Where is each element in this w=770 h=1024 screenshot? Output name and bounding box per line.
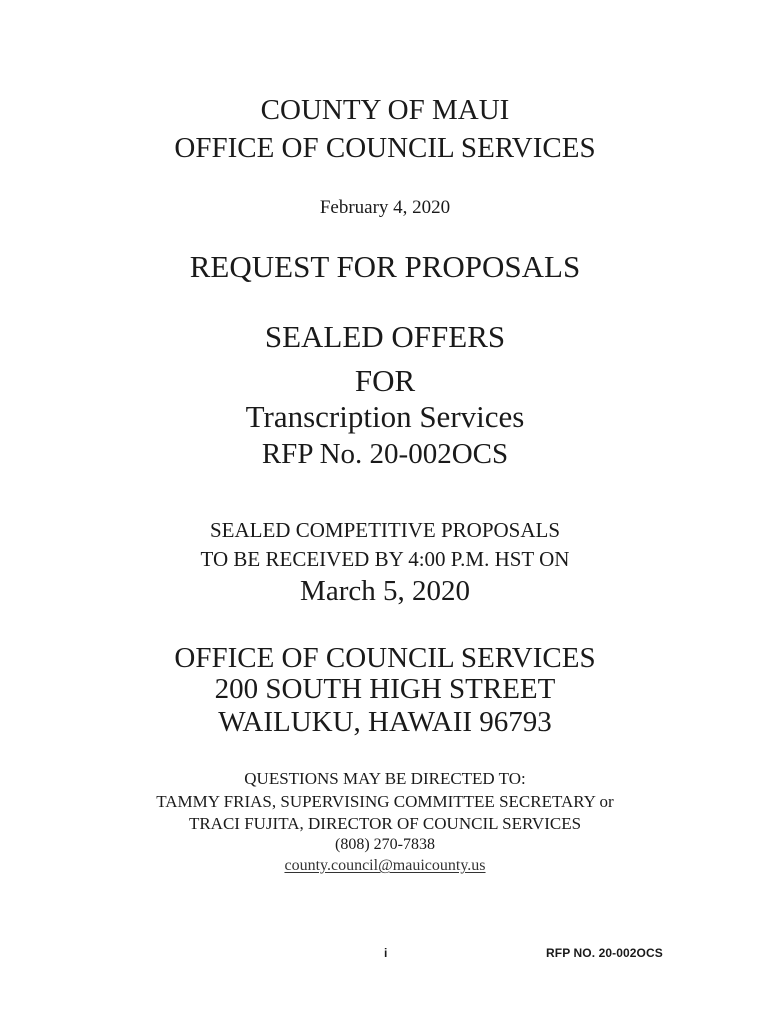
issue-date: February 4, 2020 [319,197,451,218]
contact-intro: QUESTIONS MAY BE DIRECTED TO: [244,769,526,788]
address-line-1: OFFICE OF COUNCIL SERVICES [174,642,596,674]
for-heading: FOR [354,363,416,398]
rfp-subject: Transcription Services [245,399,525,434]
footer-document-id: RFP NO. 20-002OCS [546,946,663,960]
office-name: OFFICE OF COUNCIL SERVICES [174,132,596,164]
sealed-offers-heading: SEALED OFFERS [264,319,506,354]
footer-page-number: i [384,946,388,960]
submission-deadline: March 5, 2020 [300,575,470,607]
rfp-number: RFP No. 20-002OCS [261,438,509,470]
submission-line-2: TO BE RECEIVED BY 4:00 P.M. HST ON [200,547,570,571]
contact-person-2: TRACI FUJITA, DIRECTOR OF COUNCIL SERVICES [188,814,582,833]
contact-email-line [0,858,770,874]
contact-phone: (808) 270-7838 [335,836,435,853]
address-line-2: 200 SOUTH HIGH STREET [214,673,556,705]
address-line-3: WAILUKU, HAWAII 96793 [218,706,552,738]
contact-email-link[interactable]: county.council@mauicounty.us [284,857,486,874]
document-title: REQUEST FOR PROPOSALS [189,249,581,284]
contact-person-1: TAMMY FRIAS, SUPERVISING COMMITTEE SECRETARY or [156,792,614,811]
submission-line-1: SEALED COMPETITIVE PROPOSALS [209,518,561,542]
county-name: COUNTY OF MAUI [260,94,510,126]
